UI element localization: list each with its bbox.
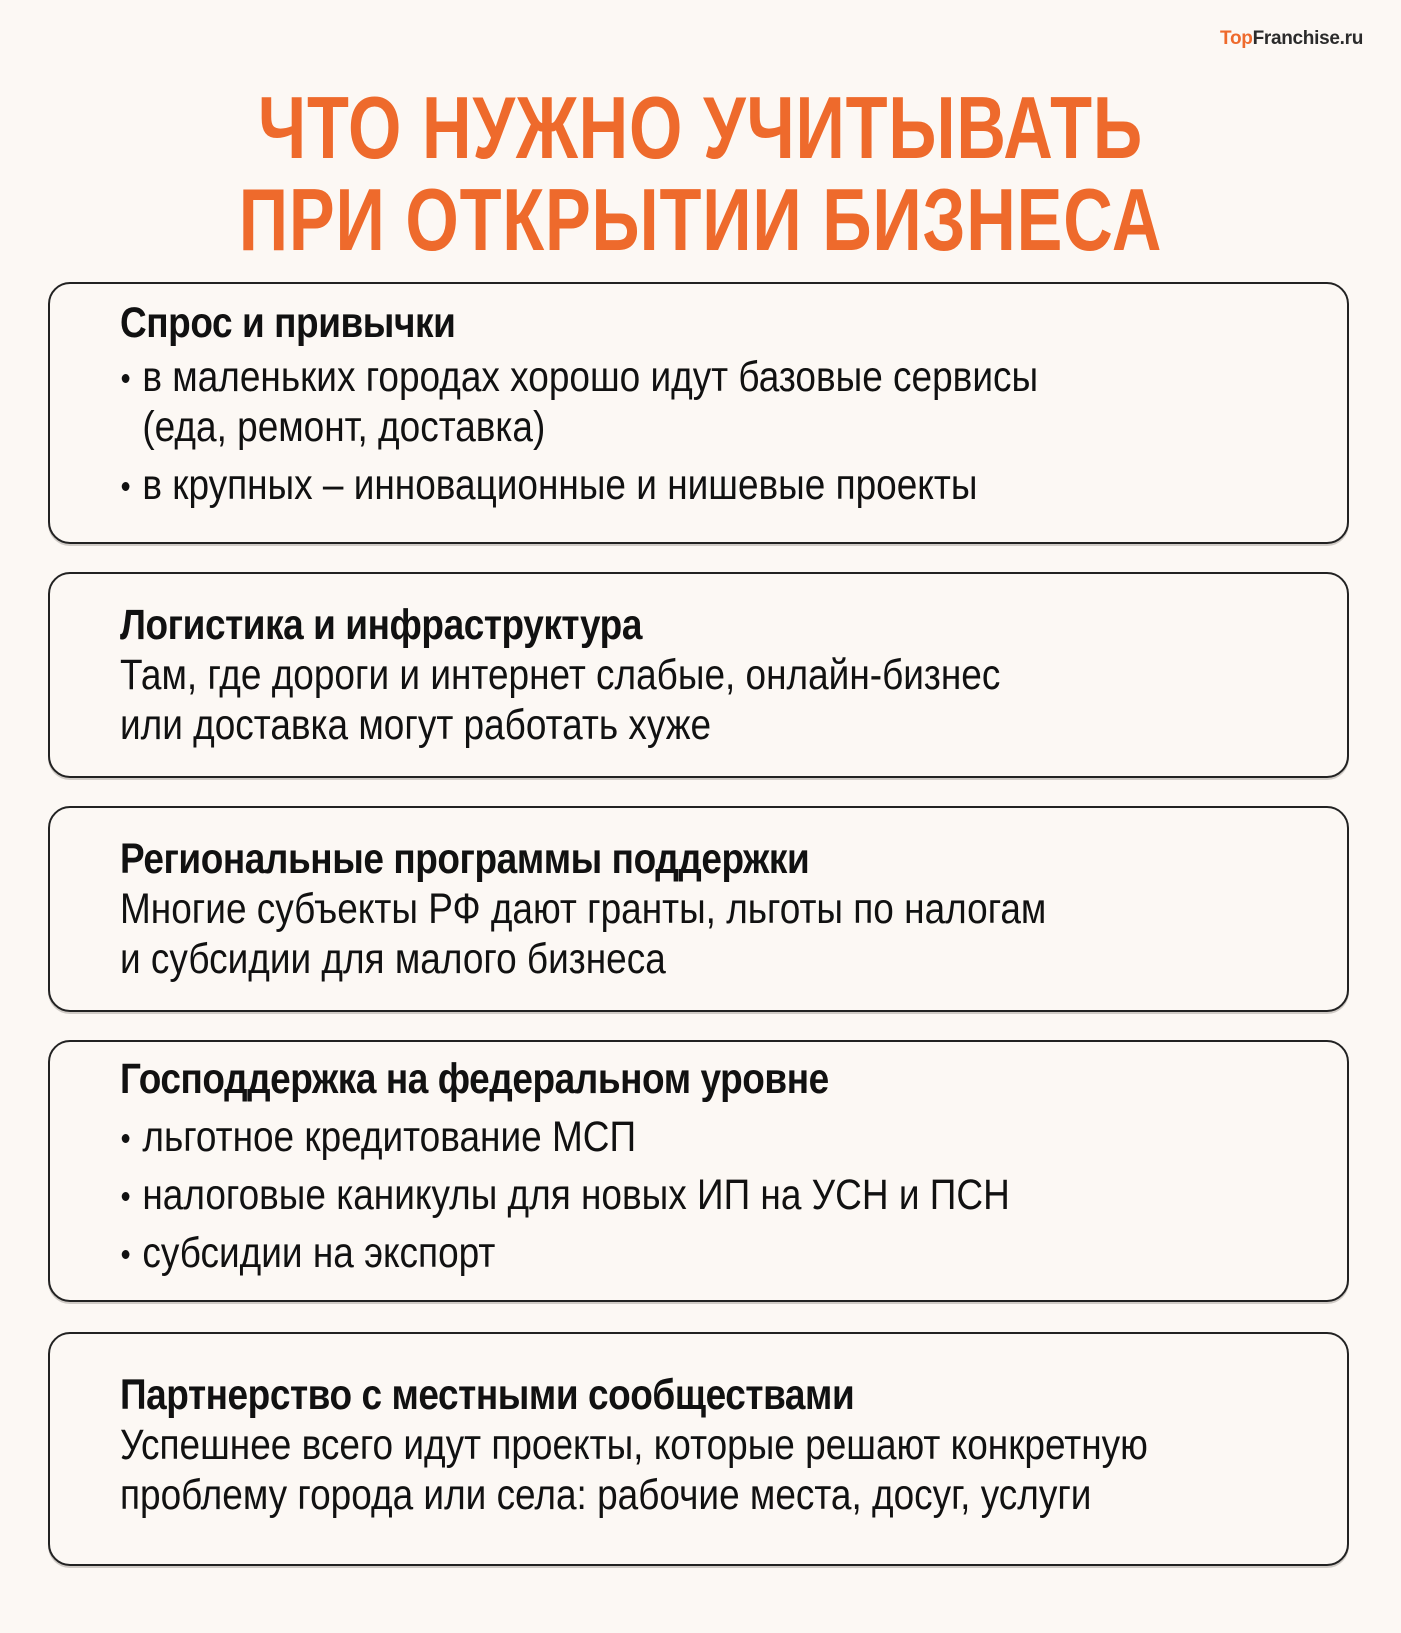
- bullet-icon: [122, 374, 130, 383]
- title-line-2: ПРИ ОТКРЫТИИ БИЗНЕСА: [238, 170, 1163, 269]
- card-heading: Региональные программы поддержки: [120, 835, 810, 883]
- list-item: субсидии на экспорт: [120, 1228, 1238, 1278]
- bullet-icon: [122, 482, 130, 491]
- card-heading: Логистика и инфраструктура: [120, 601, 642, 649]
- card-heading: Господдержка на федеральном уровне: [120, 1055, 829, 1103]
- list-item: в маленьких городах хорошо идут базовые сервисы (еда, ремонт, доставка): [120, 352, 1238, 452]
- card-text-line-2: или доставка могут работать хуже: [120, 701, 712, 749]
- card-local-communities: [48, 1332, 1349, 1566]
- title-line-1: ЧТО НУЖНО УЧИТЫВАТЬ: [257, 78, 1144, 177]
- list-item: льготное кредитование МСП: [120, 1112, 1238, 1162]
- card-regional-support: [48, 806, 1349, 1012]
- page-title: [154, 78, 1247, 269]
- card-text-line-2: проблему города или села: рабочие места, досуг, услуги: [120, 1471, 1092, 1519]
- bullet-list: [120, 352, 1238, 510]
- card-text-line-1: Там, где дороги и интернет слабые, онлайн-бизнес: [120, 651, 1001, 699]
- card-text-line-2: и субсидии для малого бизнеса: [120, 935, 666, 983]
- logo-part-franchise: Franchise.ru: [1252, 28, 1363, 49]
- card-heading: Спрос и привычки: [120, 299, 456, 347]
- card-text-line-1: Успешнее всего идут проекты, которые решают конкретную: [120, 1421, 1148, 1469]
- list-item: в крупных – инновационные и нишевые проекты: [120, 460, 1238, 510]
- card-heading: Партнерство с местными сообществами: [120, 1371, 855, 1419]
- logo-part-top: Top: [1220, 28, 1253, 49]
- bullet-icon: [122, 1134, 130, 1143]
- card-demand-habits: [48, 282, 1349, 544]
- bullet-icon: [122, 1192, 130, 1201]
- site-logo: [1220, 28, 1363, 50]
- card-text-line-1: Многие субъекты РФ дают гранты, льготы по налогам: [120, 885, 1047, 933]
- card-federal-support: [48, 1040, 1349, 1302]
- bullet-icon: [122, 1250, 130, 1259]
- list-item: налоговые каникулы для новых ИП на УСН и ПСН: [120, 1170, 1238, 1220]
- card-logistics-infrastructure: [48, 572, 1349, 778]
- bullet-list: [120, 1112, 1238, 1278]
